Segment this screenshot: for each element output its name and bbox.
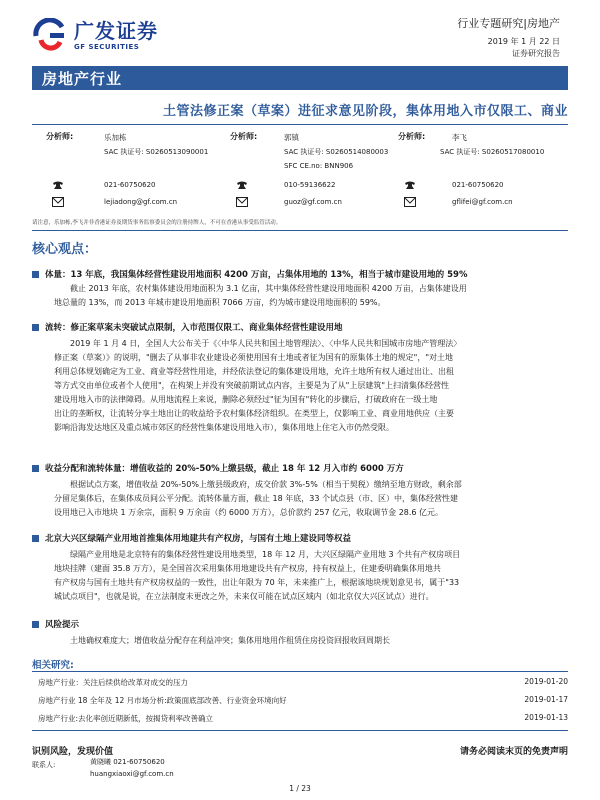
analyst-name: 郭镇 (284, 133, 299, 142)
section-heading (32, 462, 404, 474)
section-body (54, 282, 566, 310)
body-line: 修正案（草案）》的说明，"删去了从事非农业建设必须使用国有土地或者征为国有的原集体土地的规定"，"对土地 (54, 353, 454, 362)
email-icon (236, 197, 248, 207)
body-line: 分留足集体后，在集体成员间公平分配。流转体量方面，截止 18 年底，33 个试点县（市、区）中，集体经营性建 (54, 494, 458, 503)
related-item-title[interactable]: 房地产行业:去化率创近期新低，按揭贷利率改善确立 (38, 714, 214, 723)
analyst-label: 分析师: (46, 132, 74, 141)
body-line: 地块挂牌（建面 35.8 万方），是全国首次采用集体用地建设共有产权房，持有权益上，住建委明确集体用地共 (54, 564, 441, 573)
body-line: 2019 年 1 月 4 日，全国人大公布关于《〈中华人民共和国土地管理法〉、〈中华人民共和国城市房地产管理法〉 (70, 339, 462, 348)
phone-icon (236, 180, 248, 190)
section-heading-text: 风险提示 (45, 620, 80, 630)
report-date: 2019 年 1 月 22 日 (487, 37, 560, 46)
analyst-email[interactable]: lejiadong@gf.com.cn (104, 198, 178, 206)
related-item-date: 2019-01-13 (524, 713, 568, 722)
industry-banner (32, 66, 568, 90)
bullet-square-icon (32, 535, 39, 542)
banner-title: 房地产行业 (42, 70, 123, 88)
section-heading-text: 流转：修正案草案未突破试点限制，入市范围仅限工、商业集体经营性建设用地 (45, 323, 343, 333)
related-item-date: 2019-01-17 (524, 695, 568, 704)
analyst-name: 李飞 (452, 133, 467, 142)
bullet-square-icon (32, 621, 39, 628)
divider (32, 124, 568, 125)
body-line: 利用总体规划确定为工业、商业等经营性用途，并经依法登记的集体建设用地，允许土地所有权人通过出让、出租 (54, 367, 454, 376)
phone-icon (52, 180, 64, 190)
body-line: 城试点项目"，也就是说，在立法制度未更改之外，未来仅可能在试点区域内（如北京仅大兴区试点）进行。 (54, 592, 434, 601)
section-body (54, 548, 566, 604)
contact-info (90, 756, 174, 780)
analyst-label: 分析师: (230, 132, 258, 141)
related-item[interactable] (38, 713, 568, 724)
section-body (54, 337, 566, 435)
section-heading (32, 268, 467, 280)
page-number: 1 / 23 (289, 784, 311, 793)
body-line: 等方式交由单位或者个人使用"，在构架上并没有突破前期试点内容，主要是为了从"上层建筑"上扫清集体经营性 (54, 381, 450, 390)
analyst-sac: SAC 执证号: S0260514080003 (284, 148, 389, 156)
body-line: 出让的垄断权，让流转分享土地出让的收益给予农村集体经济组织。在类型上，仅影响工业、商业用地供应（主要 (54, 409, 454, 418)
footer-disclaimer-note: 请务必阅读末页的免责声明 (459, 747, 568, 757)
body-line: 有产权房与国有土地共有产权房权益的一致性，出让年限为 70 年，未来推广上，根据该地块规划意见书，属于"33 (54, 578, 460, 587)
contact-email[interactable]: huangxiaoxi@gf.com.cn (90, 770, 174, 778)
section-heading-text: 体量：13 年底，我国集体经营性建设用地面积 4200 万亩，占集体用地的 13%，相当于城市建设用地的 59% (45, 270, 468, 280)
gf-logo-icon (32, 18, 70, 54)
divider (32, 230, 568, 231)
section-heading-text: 北京大兴区绿隔产业用地首推集体用地建共有产权房，与国有土地上建设同等权益 (45, 534, 352, 544)
report-category: 行业专题研究|房地产 (457, 17, 560, 30)
key-points-title: 核心观点： (32, 242, 98, 257)
related-item[interactable] (38, 677, 568, 688)
analyst-email[interactable]: gflifei@gf.com.cn (452, 198, 513, 206)
body-line: 截止 2013 年底，农村集体建设用地面积为 3.1 亿亩，其中集体经营性建设用地面积 4200 万亩，占集体建设用 (70, 284, 467, 293)
analyst-email[interactable]: guoz@gf.com.cn (284, 198, 342, 206)
divider (32, 730, 568, 731)
section-heading (32, 532, 351, 544)
footer-slogan: 识别风险，发现价值 (32, 747, 114, 757)
section-heading (32, 618, 79, 630)
analyst-phone: 010-59136622 (284, 181, 336, 189)
section-heading (32, 321, 343, 333)
body-line: 根据试点方案，增值收益 20%-50%上缴县级政府，成交价款 3%-5%（相当于契税）缴纳至地方财政，剩余部 (70, 480, 462, 489)
phone-icon (404, 180, 416, 190)
logo-cn-text: 广发证券 (74, 19, 158, 43)
body-line: 建设用地入市的法律障碍。从用地流程上来说，删除必须经过"征为国有"转化的步骤后，打破政府在一级土地 (54, 395, 438, 404)
contact-name: 黄晓曦 021-60750620 (90, 758, 165, 766)
related-item-title[interactable]: 房地产行业 18 全年及 12 月市场分析:政策面底部改善、行业资金环境向好 (38, 696, 287, 705)
related-item-date: 2019-01-20 (524, 677, 568, 686)
related-research-title: 相关研究: (32, 660, 74, 671)
body-line: 影响沿海发达地区及重点城市郊区的经营性集体建设用地入市），集体用地上住宅入市仍然受限。 (54, 423, 394, 432)
analyst-sac: SAC 执证号: S0260513090001 (104, 148, 209, 156)
analyst-phone: 021-60750620 (104, 181, 156, 189)
analyst-sfc: SFC CE.no: BNN906 (284, 162, 354, 170)
logo-en-text: GF SECURITIES (74, 43, 140, 51)
report-type: 证券研究报告 (512, 49, 560, 58)
analyst-phone: 021-60750620 (452, 181, 504, 189)
email-icon (52, 197, 64, 207)
disclaimer-text: 请注意，乐加栋,李飞并非香港证券及期货事务监察委员会的注册持牌人，不可在香港从事受监管活动。 (32, 220, 282, 226)
divider (32, 671, 568, 672)
bullet-square-icon (32, 271, 39, 278)
contact-label: 联系人: (32, 761, 56, 769)
section-heading-text: 收益分配和流转体量：增值收益的 20%-50%上缴县级，截止 18 年 12 月入市约 6000 万方 (45, 464, 404, 474)
report-subtitle: 土管法修正案（草案）进征求意见阶段，集体用地入市仅限工、商业 (162, 104, 568, 119)
bullet-square-icon (32, 324, 39, 331)
section-body (54, 634, 566, 648)
analyst-name: 乐加栋 (104, 133, 127, 142)
analyst-sac: SAC 执证号: S0260517080010 (440, 148, 545, 156)
body-line: 地总量的 13%，而 2013 年城市建设用地面积 7066 万亩，约为城市建设用地面积的 59%。 (54, 298, 386, 307)
body-line: 绿隔产业用地是北京特有的集体经营性建设用地类型，18 年 12 月，大兴区绿隔产业用地 3 个共有产权房项目 (70, 550, 461, 559)
related-item[interactable] (38, 695, 568, 706)
body-line: 设用地已入市地块 1 万余宗，面积 9 万余亩（约 6000 万方），总价款约 257 亿元，收取调节金 28.6 亿元。 (54, 508, 444, 517)
analyst-label: 分析师: (398, 132, 426, 141)
bullet-square-icon (32, 465, 39, 472)
email-icon (404, 197, 416, 207)
related-item-title[interactable]: 房地产行业：关注后续供给改革对成交的压力 (38, 678, 188, 687)
company-logo (32, 18, 172, 54)
section-body (54, 478, 566, 520)
body-line: 土地确权难度大；增值收益分配存在利益冲突；集体用地用作租赁住房投资回报收回周期长 (70, 636, 390, 645)
report-meta (457, 16, 560, 60)
